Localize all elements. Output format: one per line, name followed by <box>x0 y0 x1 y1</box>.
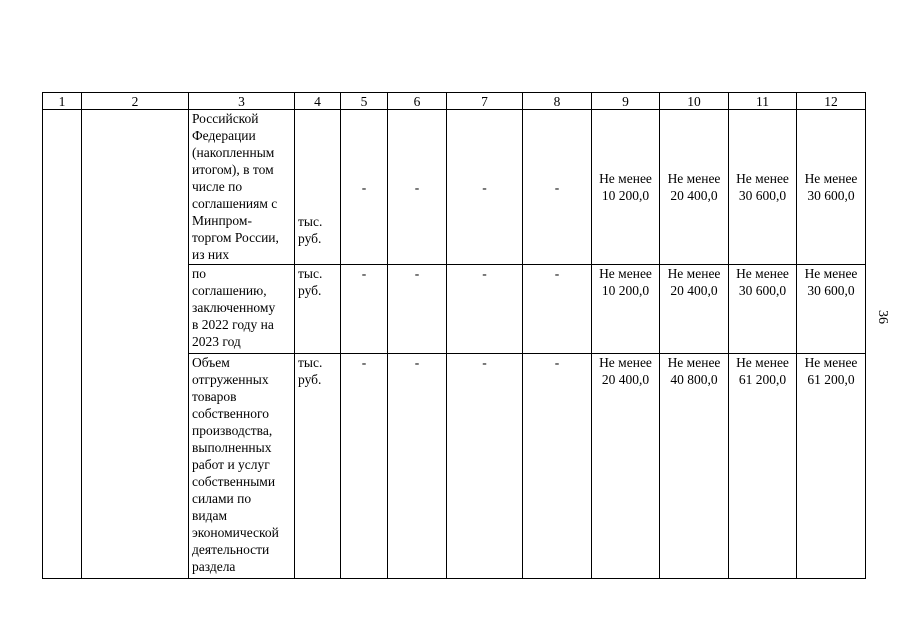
value-cell: - <box>447 265 523 354</box>
header-cell: 2 <box>82 93 189 110</box>
header-cell: 10 <box>660 93 729 110</box>
cell-col2 <box>82 110 189 579</box>
page-number: 36 <box>875 310 890 324</box>
value-cell: Не менее 30 600,0 <box>797 265 866 354</box>
header-cell: 12 <box>797 93 866 110</box>
value-cell: - <box>341 265 388 354</box>
value-cell: Не менее 30 600,0 <box>797 110 866 265</box>
value-cell: Не менее 20 400,0 <box>660 110 729 265</box>
unit-cell: тыс. руб. <box>295 354 341 579</box>
unit-cell: тыс. руб. <box>295 265 341 354</box>
indicator-name-cell: Российской Федерации (накопленным итогом), в том числе по соглашениям с Минпром- торгом России, из них <box>189 110 295 265</box>
header-cell: 5 <box>341 93 388 110</box>
value-cell: - <box>523 110 592 265</box>
header-cell: 9 <box>592 93 660 110</box>
value-cell: - <box>388 265 447 354</box>
table-row <box>43 110 866 265</box>
header-cell: 1 <box>43 93 82 110</box>
header-cell: 3 <box>189 93 295 110</box>
value-cell: Не менее 40 800,0 <box>660 354 729 579</box>
indicator-name-cell: по соглашению, заключенному в 2022 году на 2023 год <box>189 265 295 354</box>
indicator-name-cell: Объем отгруженных товаров собственного производства, выполненных работ и услуг собственными силами по видам экономической деятельности раздела <box>189 354 295 579</box>
value-cell: Не менее 61 200,0 <box>797 354 866 579</box>
cell-col1 <box>43 110 82 579</box>
value-cell: Не менее 61 200,0 <box>729 354 797 579</box>
value-cell: Не менее 10 200,0 <box>592 110 660 265</box>
header-cell: 11 <box>729 93 797 110</box>
value-cell: Не менее 30 600,0 <box>729 110 797 265</box>
value-cell: - <box>447 354 523 579</box>
unit-cell: тыс. руб. <box>295 110 341 265</box>
value-cell: - <box>523 265 592 354</box>
value-cell: - <box>523 354 592 579</box>
value-cell: Не менее 20 400,0 <box>592 354 660 579</box>
header-cell: 4 <box>295 93 341 110</box>
table-header-row <box>43 93 866 110</box>
header-cell: 7 <box>447 93 523 110</box>
value-cell: Не менее 10 200,0 <box>592 265 660 354</box>
value-cell: - <box>341 110 388 265</box>
value-cell: - <box>447 110 523 265</box>
value-cell: - <box>388 110 447 265</box>
header-cell: 6 <box>388 93 447 110</box>
header-cell: 8 <box>523 93 592 110</box>
value-cell: - <box>388 354 447 579</box>
value-cell: Не менее 20 400,0 <box>660 265 729 354</box>
value-cell: - <box>341 354 388 579</box>
value-cell: Не менее 30 600,0 <box>729 265 797 354</box>
indicators-table <box>42 92 866 579</box>
